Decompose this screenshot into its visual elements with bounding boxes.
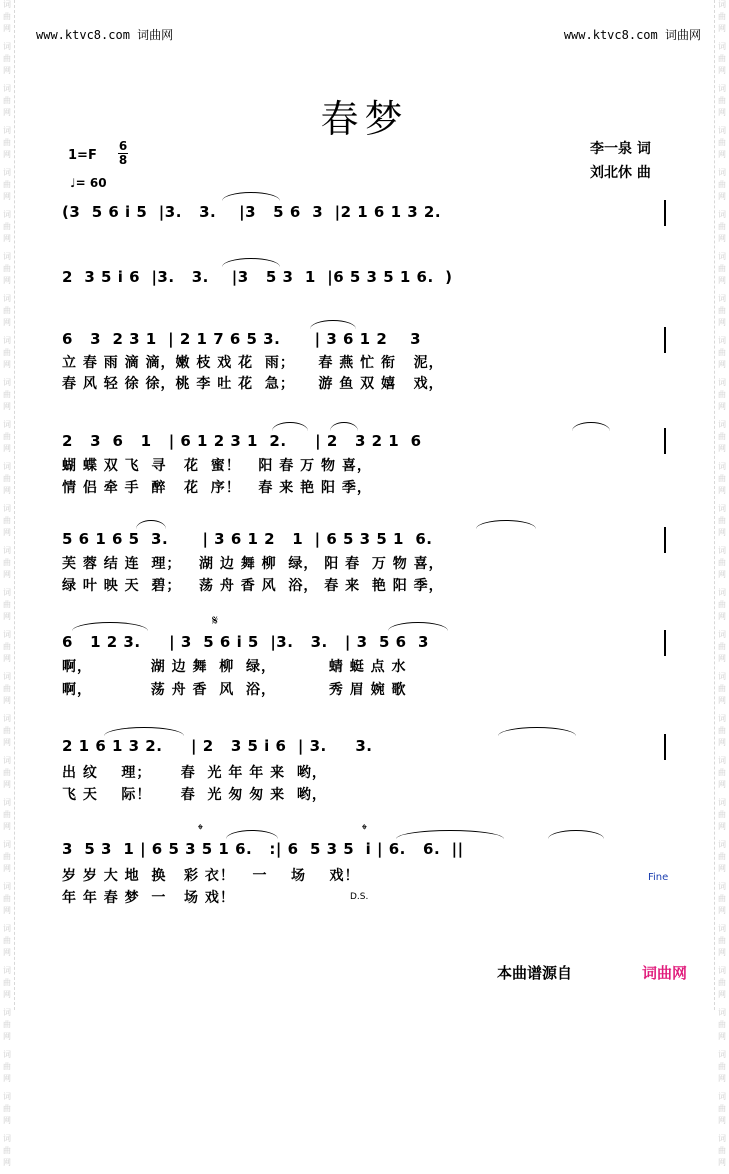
- slur: [272, 422, 308, 431]
- watermark-char: 网: [718, 444, 726, 453]
- watermark-char: 网: [718, 234, 726, 243]
- watermark-char: 网: [3, 1116, 11, 1125]
- watermark-char: 网: [718, 696, 726, 705]
- watermark-char: 曲: [718, 348, 726, 357]
- watermark-char: 曲: [718, 180, 726, 189]
- watermark-char: 曲: [718, 1104, 726, 1113]
- lyric-verse-2: 情 侣 牵 手 醉 花 序！ 春 来 艳 阳 季，: [62, 480, 372, 496]
- right-watermark-column: [714, 0, 729, 1167]
- watermark-char: 网: [718, 360, 726, 369]
- slur: [104, 727, 184, 736]
- watermark-char: 词: [718, 714, 726, 723]
- watermark-char: 曲: [718, 726, 726, 735]
- watermark-char: 曲: [3, 432, 11, 441]
- watermark-char: 词: [718, 756, 726, 765]
- notation-line: 3 5 3 1 | 6 5 3 5 1 6. :| 6 5 3 5 i | 6. 6. ||: [62, 840, 464, 858]
- watermark-char: 网: [718, 1074, 726, 1083]
- watermark-char: 词: [718, 798, 726, 807]
- lyric-verse-1: 出 纹 理； 春 光 年 年 来 哟，: [62, 765, 327, 781]
- time-signature: [118, 140, 128, 167]
- notation-line: (3 5 6 i 5 |3. 3. |3 5 6 3 |2 1 6 1 3 2.: [62, 203, 442, 221]
- lyric-verse-1: 蝴 蝶 双 飞 寻 花 蜜！ 阳 春 万 物 喜，: [62, 458, 372, 474]
- watermark-char: 网: [3, 1158, 11, 1167]
- watermark-char: 词: [3, 672, 11, 681]
- watermark-char: 词: [3, 336, 11, 345]
- watermark-char: 词: [3, 546, 11, 555]
- watermark-char: 词: [3, 1134, 11, 1143]
- watermark-char: 词: [718, 1092, 726, 1101]
- barline: [664, 327, 666, 353]
- slur: [396, 830, 504, 839]
- watermark-char: 曲: [718, 54, 726, 63]
- watermark-char: 曲: [718, 474, 726, 483]
- watermark-char: 词: [3, 714, 11, 723]
- watermark-char: 词: [718, 966, 726, 975]
- watermark-char: 曲: [3, 600, 11, 609]
- source-label: 本曲谱源自: [497, 964, 573, 982]
- watermark-char: 词: [3, 924, 11, 933]
- watermark-char: 曲: [3, 138, 11, 147]
- slur: [136, 520, 166, 529]
- watermark-char: 词: [3, 168, 11, 177]
- watermark-char: 词: [718, 252, 726, 261]
- watermark-char: 词: [3, 420, 11, 429]
- barline: [664, 428, 666, 454]
- watermark-char: 曲: [3, 1020, 11, 1029]
- watermark-char: 曲: [3, 306, 11, 315]
- watermark-char: 曲: [3, 726, 11, 735]
- watermark-char: 网: [718, 486, 726, 495]
- watermark-char: 曲: [718, 12, 726, 21]
- watermark-char: 曲: [718, 264, 726, 273]
- watermark-char: 词: [718, 84, 726, 93]
- watermark-char: 曲: [3, 1062, 11, 1071]
- watermark-char: 词: [3, 462, 11, 471]
- watermark-char: 网: [3, 570, 11, 579]
- slur: [222, 192, 280, 201]
- watermark-char: 词: [718, 1008, 726, 1017]
- watermark-char: 曲: [718, 936, 726, 945]
- watermark-char: 网: [3, 696, 11, 705]
- watermark-char: 网: [3, 738, 11, 747]
- watermark-char: 曲: [718, 222, 726, 231]
- watermark-char: 词: [718, 588, 726, 597]
- watermark-char: 网: [718, 24, 726, 33]
- watermark-char: 网: [718, 738, 726, 747]
- watermark-char: 曲: [718, 1146, 726, 1155]
- watermark-char: 词: [718, 924, 726, 933]
- watermark-char: 曲: [3, 558, 11, 567]
- watermark-char: 曲: [718, 306, 726, 315]
- slur: [476, 520, 536, 529]
- watermark-char: 词: [3, 0, 11, 9]
- tempo-marking: ♩= 60: [70, 176, 107, 190]
- watermark-char: 网: [3, 486, 11, 495]
- watermark-char: 曲: [718, 1062, 726, 1071]
- watermark-char: 网: [718, 822, 726, 831]
- watermark-char: 词: [718, 126, 726, 135]
- watermark-char: 词: [3, 1092, 11, 1101]
- watermark-char: 网: [3, 402, 11, 411]
- slur: [310, 320, 356, 329]
- segno-sign: 𝄋: [212, 613, 219, 629]
- slur: [330, 422, 358, 431]
- notation-line: 2 3 5 i 6 |3. 3. |3 5 3 1 |6 5 3 5 1 6. ): [62, 268, 453, 286]
- watermark-char: 词: [718, 672, 726, 681]
- watermark-char: 曲: [718, 642, 726, 651]
- watermark-char: 曲: [3, 348, 11, 357]
- watermark-char: 词: [3, 588, 11, 597]
- watermark-char: 网: [3, 654, 11, 663]
- notation-line: 2 3 6 1 | 6 1 2 3 1 2. | 2 3 2 1 6: [62, 432, 422, 450]
- watermark-char: 网: [718, 528, 726, 537]
- watermark-char: 曲: [3, 1104, 11, 1113]
- watermark-char: 曲: [3, 936, 11, 945]
- watermark-char: 网: [3, 150, 11, 159]
- watermark-char: 词: [718, 42, 726, 51]
- slur: [572, 422, 610, 431]
- watermark-char: 曲: [718, 894, 726, 903]
- left-watermark-column: [0, 0, 15, 1167]
- watermark-char: 词: [718, 840, 726, 849]
- watermark-char: 网: [3, 318, 11, 327]
- watermark-char: 网: [718, 192, 726, 201]
- quarter-note-icon: ♩: [70, 176, 76, 190]
- watermark-char: 网: [718, 780, 726, 789]
- watermark-char: 曲: [718, 558, 726, 567]
- watermark-char: 曲: [718, 600, 726, 609]
- watermark-char: 词: [3, 252, 11, 261]
- watermark-char: 网: [718, 276, 726, 285]
- lyric-verse-2: 绿 叶 映 天 碧； 荡 舟 香 风 浴， 春 来 艳 阳 季，: [62, 578, 444, 594]
- watermark-char: 曲: [3, 54, 11, 63]
- lyric-verse-1: 啊， 湖 边 舞 柳 绿， 蜻 蜓 点 水: [62, 659, 407, 675]
- lyric-verse-2: 飞 天 际！ 春 光 匆 匆 来 哟，: [62, 787, 327, 803]
- watermark-char: 曲: [718, 96, 726, 105]
- watermark-char: 词: [718, 462, 726, 471]
- watermark-char: 曲: [3, 852, 11, 861]
- watermark-char: 词: [718, 1134, 726, 1143]
- watermark-char: 曲: [3, 1146, 11, 1155]
- watermark-char: 曲: [3, 516, 11, 525]
- watermark-char: 网: [3, 990, 11, 999]
- slur: [222, 258, 280, 267]
- time-sig-numerator: 6: [118, 139, 128, 153]
- source-site-logo: 词曲网: [642, 964, 688, 982]
- watermark-char: 词: [3, 1008, 11, 1017]
- watermark-char: 网: [718, 948, 726, 957]
- slur: [226, 830, 278, 839]
- watermark-char: 词: [718, 546, 726, 555]
- watermark-char: 曲: [3, 810, 11, 819]
- watermark-char: 词: [3, 42, 11, 51]
- watermark-char: 网: [718, 906, 726, 915]
- watermark-char: 曲: [718, 768, 726, 777]
- watermark-char: 网: [3, 612, 11, 621]
- fine-marking: Fine: [648, 872, 669, 883]
- watermark-char: 曲: [718, 852, 726, 861]
- watermark-char: 网: [718, 654, 726, 663]
- notation-line: 6 1 2 3. | 3 5 6 i 5 |3. 3. | 3 5 6 3: [62, 633, 429, 651]
- watermark-char: 词: [3, 378, 11, 387]
- watermark-char: 曲: [718, 138, 726, 147]
- watermark-char: 网: [3, 66, 11, 75]
- watermark-char: 词: [3, 630, 11, 639]
- watermark-char: 曲: [3, 222, 11, 231]
- watermark-char: 曲: [718, 684, 726, 693]
- slur: [498, 727, 576, 736]
- watermark-char: 曲: [3, 978, 11, 987]
- watermark-char: 网: [3, 360, 11, 369]
- watermark-char: 词: [3, 294, 11, 303]
- watermark-char: 词: [718, 1050, 726, 1059]
- watermark-char: 词: [718, 630, 726, 639]
- watermark-char: 曲: [718, 516, 726, 525]
- key-signature: 1=F: [68, 148, 97, 163]
- header-url-right: www.ktvc8.com 词曲网: [563, 28, 701, 42]
- watermark-char: 曲: [3, 180, 11, 189]
- slur: [548, 830, 604, 839]
- watermark-char: 曲: [3, 894, 11, 903]
- watermark-char: 曲: [718, 810, 726, 819]
- watermark-char: 曲: [3, 642, 11, 651]
- time-sig-denominator: 8: [118, 153, 128, 167]
- watermark-char: 词: [3, 1050, 11, 1059]
- watermark-char: 词: [3, 210, 11, 219]
- watermark-char: 网: [3, 192, 11, 201]
- watermark-char: 网: [718, 1032, 726, 1041]
- slur: [388, 622, 448, 631]
- watermark-char: 网: [718, 1158, 726, 1167]
- lyric-verse-2: 年 年 春 梦 一 场 戏！: [62, 890, 235, 906]
- watermark-char: 网: [3, 444, 11, 453]
- watermark-char: 网: [3, 234, 11, 243]
- watermark-char: 曲: [3, 474, 11, 483]
- watermark-char: 网: [718, 150, 726, 159]
- watermark-char: 网: [718, 570, 726, 579]
- notation-line: 2 1 6 1 3 2. | 2 3 5 i 6 | 3. 3.: [62, 737, 373, 755]
- watermark-char: 词: [3, 966, 11, 975]
- watermark-char: 词: [718, 378, 726, 387]
- watermark-char: 词: [718, 336, 726, 345]
- watermark-char: 网: [3, 906, 11, 915]
- watermark-char: 网: [718, 990, 726, 999]
- watermark-char: 网: [718, 612, 726, 621]
- barline: [664, 200, 666, 226]
- watermark-char: 词: [718, 504, 726, 513]
- slur: [72, 622, 148, 631]
- watermark-char: 网: [718, 66, 726, 75]
- watermark-char: 网: [718, 318, 726, 327]
- song-title: 春梦: [320, 97, 409, 141]
- watermark-char: 词: [3, 840, 11, 849]
- ds-marking: D.S.: [350, 892, 369, 902]
- watermark-char: 词: [3, 756, 11, 765]
- watermark-char: 网: [3, 864, 11, 873]
- watermark-char: 词: [3, 882, 11, 891]
- notation-line: 6 3 2 3 1 | 2 1 7 6 5 3. | 3 6 1 2 3: [62, 330, 422, 348]
- watermark-char: 曲: [3, 264, 11, 273]
- watermark-char: 网: [718, 108, 726, 117]
- watermark-char: 网: [3, 108, 11, 117]
- coda-sign: 𝄌: [362, 822, 367, 838]
- lyric-verse-2: 啊， 荡 舟 香 风 浴， 秀 眉 婉 歌: [62, 682, 407, 698]
- watermark-char: 网: [3, 948, 11, 957]
- lyric-verse-1: 立 春 雨 滴 滴，嫩 枝 戏 花 雨； 春 燕 忙 衔 泥，: [62, 355, 444, 371]
- watermark-char: 词: [3, 504, 11, 513]
- watermark-char: 网: [3, 1074, 11, 1083]
- watermark-char: 网: [718, 402, 726, 411]
- watermark-char: 网: [3, 1032, 11, 1041]
- watermark-char: 词: [718, 168, 726, 177]
- watermark-char: 词: [3, 798, 11, 807]
- watermark-char: 词: [3, 84, 11, 93]
- watermark-char: 词: [3, 126, 11, 135]
- watermark-char: 词: [718, 294, 726, 303]
- watermark-char: 词: [718, 420, 726, 429]
- watermark-char: 曲: [718, 390, 726, 399]
- watermark-char: 曲: [3, 684, 11, 693]
- watermark-char: 网: [3, 24, 11, 33]
- watermark-char: 曲: [718, 1020, 726, 1029]
- watermark-char: 曲: [3, 768, 11, 777]
- watermark-char: 曲: [3, 96, 11, 105]
- header-url-left: www.ktvc8.com 词曲网: [36, 28, 174, 42]
- watermark-char: 网: [3, 780, 11, 789]
- lyric-verse-1: 岁 岁 大 地 换 彩 衣！ 一 场 戏！: [62, 868, 360, 884]
- watermark-char: 网: [718, 1116, 726, 1125]
- lyricist-credit: 李一泉 词: [590, 141, 651, 157]
- watermark-char: 词: [718, 882, 726, 891]
- watermark-char: 曲: [718, 432, 726, 441]
- watermark-char: 网: [718, 864, 726, 873]
- notation-line: 5 6 1 6 5 3. | 3 6 1 2 1 | 6 5 3 5 1 6.: [62, 530, 433, 548]
- watermark-char: 曲: [3, 390, 11, 399]
- barline: [664, 527, 666, 553]
- barline: [664, 630, 666, 656]
- watermark-char: 曲: [718, 978, 726, 987]
- barline: [664, 734, 666, 760]
- composer-credit: 刘北休 曲: [590, 165, 651, 181]
- watermark-char: 网: [3, 276, 11, 285]
- lyric-verse-1: 芙 蓉 结 连 理； 湖 边 舞 柳 绿， 阳 春 万 物 喜，: [62, 556, 444, 572]
- watermark-char: 网: [3, 528, 11, 537]
- watermark-char: 词: [718, 0, 726, 9]
- coda-sign: 𝄌: [198, 822, 203, 838]
- watermark-char: 曲: [3, 12, 11, 21]
- watermark-char: 网: [3, 822, 11, 831]
- watermark-char: 词: [718, 210, 726, 219]
- lyric-verse-2: 春 风 轻 徐 徐，桃 李 吐 花 急； 游 鱼 双 嬉 戏，: [62, 376, 444, 392]
